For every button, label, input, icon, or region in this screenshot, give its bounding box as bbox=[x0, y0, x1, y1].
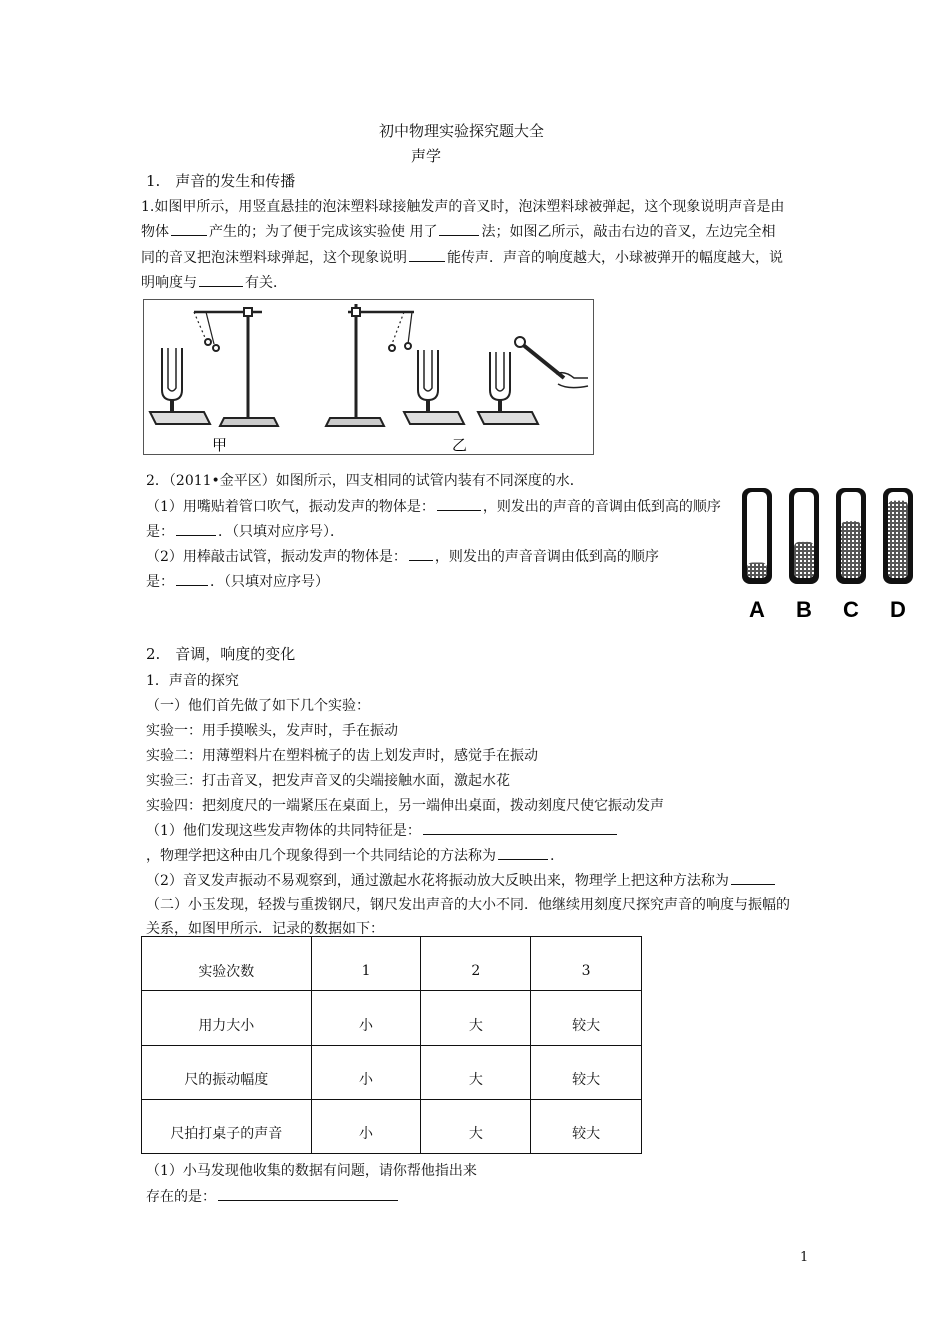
q1-line-1: 1.如图甲所示，用竖直悬挂的泡沫塑料球接触发声的音叉时，泡沫塑料球被弹起，这个现象说明声音是由 bbox=[141, 199, 785, 215]
q1-line-3: 同的音叉把泡沫塑料球弹起，这个现象说明 能传声．声音的响度越大，小球被弹开的幅度越大，说 bbox=[141, 250, 783, 266]
section-heading-2: 2. 音调，响度的变化 bbox=[146, 645, 296, 663]
tube-label: B bbox=[796, 597, 812, 622]
table-cell: 大 bbox=[421, 1099, 531, 1153]
q2-line-1: 2．（2011•金平区）如图所示，四支相同的试管内装有不同深度的水． bbox=[146, 473, 584, 489]
s2-q-c: （2）音叉发声振动不易观察到，通过激起水花将振动放大反映出来，物理学上把这种方法称为 bbox=[146, 870, 777, 890]
table-cell: 尺拍打桌子的声音 bbox=[142, 1099, 312, 1153]
test-tube-a bbox=[742, 488, 772, 622]
tube-label: A bbox=[749, 597, 765, 622]
table-cell: 用力大小 bbox=[142, 991, 312, 1045]
q1-line-4: 明响度与 有关． bbox=[141, 275, 287, 291]
answer-blank[interactable] bbox=[423, 833, 617, 835]
s2-line-1: 1．声音的探究 bbox=[146, 673, 239, 689]
q2-line-5: 是： ．（只填对应序号） bbox=[146, 574, 329, 590]
answer-blank[interactable] bbox=[498, 858, 548, 860]
fig-label-jia: 甲 bbox=[212, 436, 228, 454]
answer-blank[interactable] bbox=[439, 234, 479, 236]
test-tubes-drawing bbox=[736, 484, 920, 622]
s2-line-6: 实验四：把刻度尺的一端紧压在桌面上，另一端伸出桌面，拨动刻度尺使它振动发声 bbox=[146, 798, 664, 814]
data-table bbox=[141, 936, 642, 1154]
s2-q-f: 存在的是： bbox=[146, 1186, 400, 1206]
s2-line-5: 实验三：打击音叉，把发声音叉的尖端接触水面，激起水花 bbox=[146, 773, 510, 789]
table-cell: 大 bbox=[421, 991, 531, 1045]
table-cell: 尺的振动幅度 bbox=[142, 1045, 312, 1099]
section-heading-1: 1. 声音的发生和传播 bbox=[146, 172, 296, 190]
answer-blank[interactable] bbox=[218, 1199, 398, 1201]
table-row bbox=[142, 991, 642, 1045]
answer-blank[interactable] bbox=[171, 234, 207, 236]
s2-q-d1: （二）小玉发现，轻拨与重拨钢尺，钢尺发出声音的大小不同．他继续用刻度尺探究声音的响度与振幅的 bbox=[146, 897, 790, 913]
test-tubes-figure bbox=[736, 484, 920, 622]
tuning-fork-drawing bbox=[144, 300, 593, 454]
q2-line-2: （1）用嘴贴着管口吹气，振动发声的物体是： ，则发出的声音的音调由低到高的顺序 bbox=[146, 499, 721, 515]
tube-label: C bbox=[843, 597, 859, 622]
tuning-fork-figure bbox=[143, 299, 594, 455]
s2-q-d2: 关系，如图甲所示．记录的数据如下： bbox=[146, 921, 384, 937]
table-cell: 大 bbox=[421, 1045, 531, 1099]
q1-line-2: 物体 产生的；为了便于完成该实验使 用了 法；如图乙所示，敲击右边的音叉，左边完全相 bbox=[141, 224, 776, 240]
answer-blank[interactable] bbox=[437, 509, 481, 511]
table-cell: 小 bbox=[311, 991, 421, 1045]
tube-label: D bbox=[890, 597, 906, 622]
water-level bbox=[888, 501, 908, 578]
answer-blank[interactable] bbox=[409, 260, 445, 262]
table-header-row bbox=[142, 937, 642, 991]
answer-blank[interactable] bbox=[176, 584, 208, 586]
table-cell: 较大 bbox=[531, 1045, 642, 1099]
table-cell: 实验次数 bbox=[142, 937, 312, 991]
s2-line-3: 实验一：用手摸喉头，发声时，手在振动 bbox=[146, 723, 398, 739]
q2-line-3: 是： ．（只填对应序号）． bbox=[146, 524, 344, 540]
answer-blank[interactable] bbox=[409, 559, 433, 561]
q2-line-4: （2）用棒敲击试管，振动发声的物体是： ，则发出的声音音调由低到高的顺序 bbox=[146, 549, 659, 565]
answer-blank[interactable] bbox=[176, 534, 216, 536]
fig-label-yi: 乙 bbox=[452, 436, 468, 454]
water-level bbox=[794, 542, 814, 578]
water-level bbox=[747, 563, 767, 578]
table-cell: 小 bbox=[311, 1045, 421, 1099]
page-subtitle: 声学 bbox=[411, 147, 442, 165]
table-row bbox=[142, 1099, 642, 1153]
table-cell: 3 bbox=[531, 937, 642, 991]
answer-blank[interactable] bbox=[731, 883, 775, 885]
table-cell: 较大 bbox=[531, 1099, 642, 1153]
s2-q-a: （1）他们发现这些发声物体的共同特征是： bbox=[146, 820, 619, 840]
page-title: 初中物理实验探究题大全 bbox=[379, 122, 545, 140]
s2-line-4: 实验二：用薄塑料片在塑料梳子的齿上划发声时，感觉手在振动 bbox=[146, 748, 538, 764]
test-tube-d bbox=[883, 488, 913, 622]
table-row bbox=[142, 1045, 642, 1099]
s2-line-2: （一）他们首先做了如下几个实验： bbox=[146, 698, 370, 714]
table-cell: 较大 bbox=[531, 991, 642, 1045]
s2-q-b: ，物理学把这种由几个现象得到一个共同结论的方法称为 . bbox=[146, 848, 555, 864]
test-tube-c bbox=[836, 488, 866, 622]
table-cell: 1 bbox=[311, 937, 421, 991]
page-number: 1 bbox=[800, 1250, 809, 1265]
test-tube-b bbox=[789, 488, 819, 622]
table-cell: 小 bbox=[311, 1099, 421, 1153]
answer-blank[interactable] bbox=[199, 285, 243, 287]
s2-q-e: （1）小马发现他收集的数据有问题，请你帮他指出来 bbox=[146, 1163, 477, 1179]
water-level bbox=[841, 521, 861, 578]
table-cell: 2 bbox=[421, 937, 531, 991]
